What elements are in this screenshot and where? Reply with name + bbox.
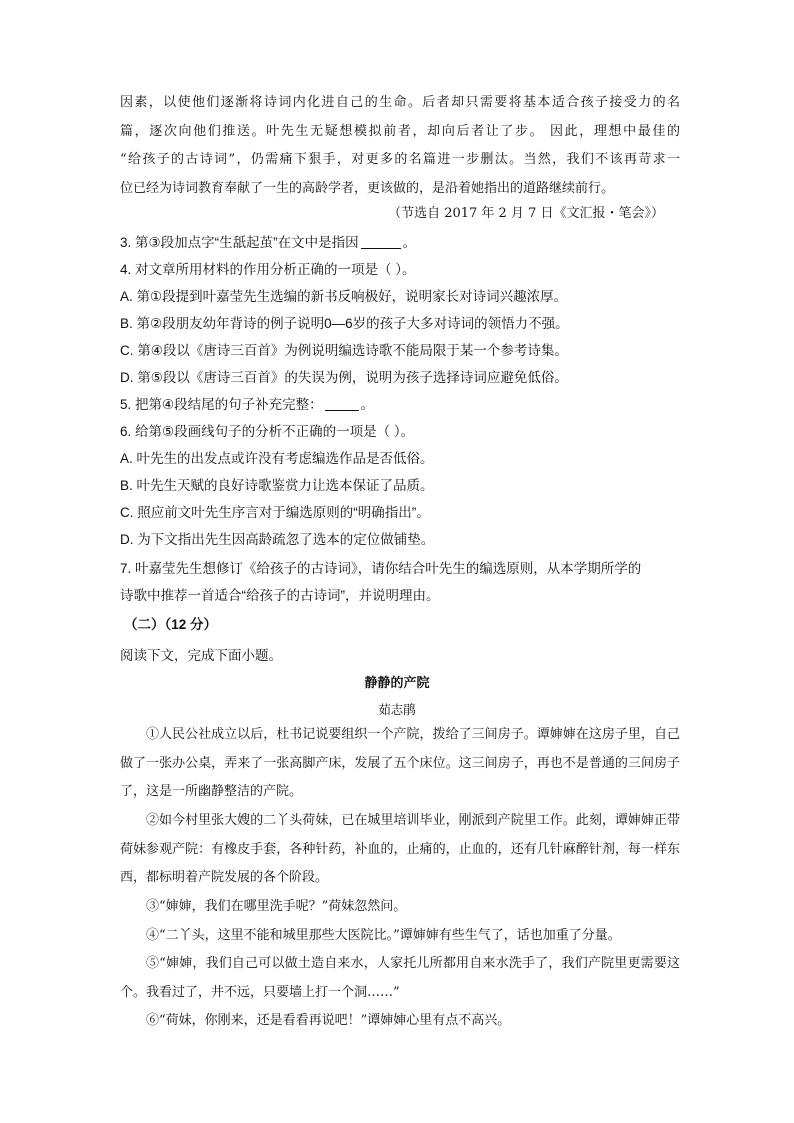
- question-4-option-d: D. 第⑤段以《唐诗三百首》的失误为例，说明为孩子选择诗词应避免低俗。: [120, 370, 568, 385]
- passage-continuation: [120, 89, 680, 203]
- question-4-option-a: A. 第①段提到叶嘉莹先生选编的新书反响极好，说明家长对诗词兴趣浓厚。: [120, 289, 568, 304]
- story-author: 茹志鹃: [378, 702, 416, 717]
- story-paragraph: ⑥“荷妹，你刚来，还是看看再说吧！”谭婶婶心里有点不高兴。: [146, 1013, 511, 1028]
- question-4-option-c: C. 第④段以《唐诗三百首》为例说明编选诗歌不能局限于某一个参考诗集。: [120, 343, 568, 358]
- section-instruction: 阅读下文，完成下面小题。: [120, 648, 282, 663]
- question-6-option-a: A. 叶先生的出发点或许没有考虑编选作品是否低俗。: [120, 451, 434, 466]
- section-heading: （二）（12 分）: [124, 617, 218, 632]
- story-paragraph: ②如今村里张大嫂的二丫头荷妹，已在城里培训毕业，刚派到产院里工作。此刻，谭婶婶正带荷妹参观产院：有橡皮手套，各种针药，补血的，止痛的，止血的，还有几针麻醉针剂，每一样东西，都标明着产院发展的各个阶段。: [120, 813, 680, 885]
- passage-line: 因素，以使他们逐渐将诗词内化进自己的生命。后者却只需要将基本适合孩子接受力的名: [120, 95, 680, 110]
- story-body: [120, 721, 680, 1036]
- answer-blank: [361, 234, 401, 249]
- question-4-option-b: B. 第②段朋友幼年背诗的例子说明0—6岁的孩子大多对诗词的领悟力不强。: [120, 316, 569, 331]
- passage-line: 位已经为诗词教育奉献了一生的高龄学者，更该做的，是沿着她指出的道路继续前行。: [120, 180, 615, 196]
- question-6: 6. 给第⑤段画线句子的分析不正确的一项是（ ）。: [120, 424, 415, 439]
- question-6-option-d: D. 为下文指出先生因高龄疏忽了选本的定位做铺垫。: [120, 532, 435, 547]
- question-3: 3. 第③段加点字“生舐起茧”在文中是指因 。: [120, 235, 417, 250]
- passage-line: 篇，逐次向他们推送。叶先生无疑想模拟前者，却向后者让了步。 因此，理想中最佳的: [120, 123, 680, 139]
- story-paragraph: ⑤“婶婶，我们自己可以做土造自来水，人家托儿所都用自来水洗手了，我们产院里更需要这个。我看过了，井不远，只要墙上打一个洞……”: [120, 956, 680, 1000]
- answer-blank: [325, 396, 359, 411]
- question-4: 4. 对文章所用材料的作用分析正确的一项是（ ）。: [120, 262, 416, 277]
- story-paragraph: ④“二丫头，这里不能和城里那些大医院比。”谭婶婶有些生气了，话也加重了分量。: [146, 927, 621, 943]
- story-title: 静静的产院: [364, 676, 430, 691]
- story-paragraph: ③“婶婶，我们在哪里洗手呢？”荷妹忽然问。: [146, 899, 407, 914]
- passage-source: （节选自 2017 年 2 月 7 日《文汇报・笔会》）: [388, 206, 664, 221]
- question-7-line-2: 诗歌中推荐一首适合“给孩子的古诗词”，并说明理由。: [120, 588, 440, 603]
- story-paragraph: ①人民公社成立以后，杜书记说要组织一个产院，拨给了三间房子。谭婶婶在这房子里，自己做了一张办公桌，弄来了一张高脚产床，发展了五个床位。这三间房子，再也不是普通的三间房子了，这是一所幽静整洁的产院。: [120, 727, 680, 799]
- question-7-line-1: 7. 叶嘉莹先生想修订《给孩子的古诗词》，请你结合叶先生的编选原则，从本学期所学的: [120, 561, 642, 576]
- question-6-option-b: B. 叶先生天赋的良好诗歌鉴赏力让选本保证了品质。: [120, 478, 434, 493]
- question-5: 5. 把第④段结尾的句子补充完整： 。: [120, 397, 375, 412]
- passage-line: “给孩子的古诗词”，仍需痛下狠手，对更多的名篇进一步删汰。当然，我们不该再苛求一: [120, 152, 680, 167]
- question-6-option-c: C. 照应前文叶先生序言对于编选原则的“明确指出”。: [120, 505, 430, 520]
